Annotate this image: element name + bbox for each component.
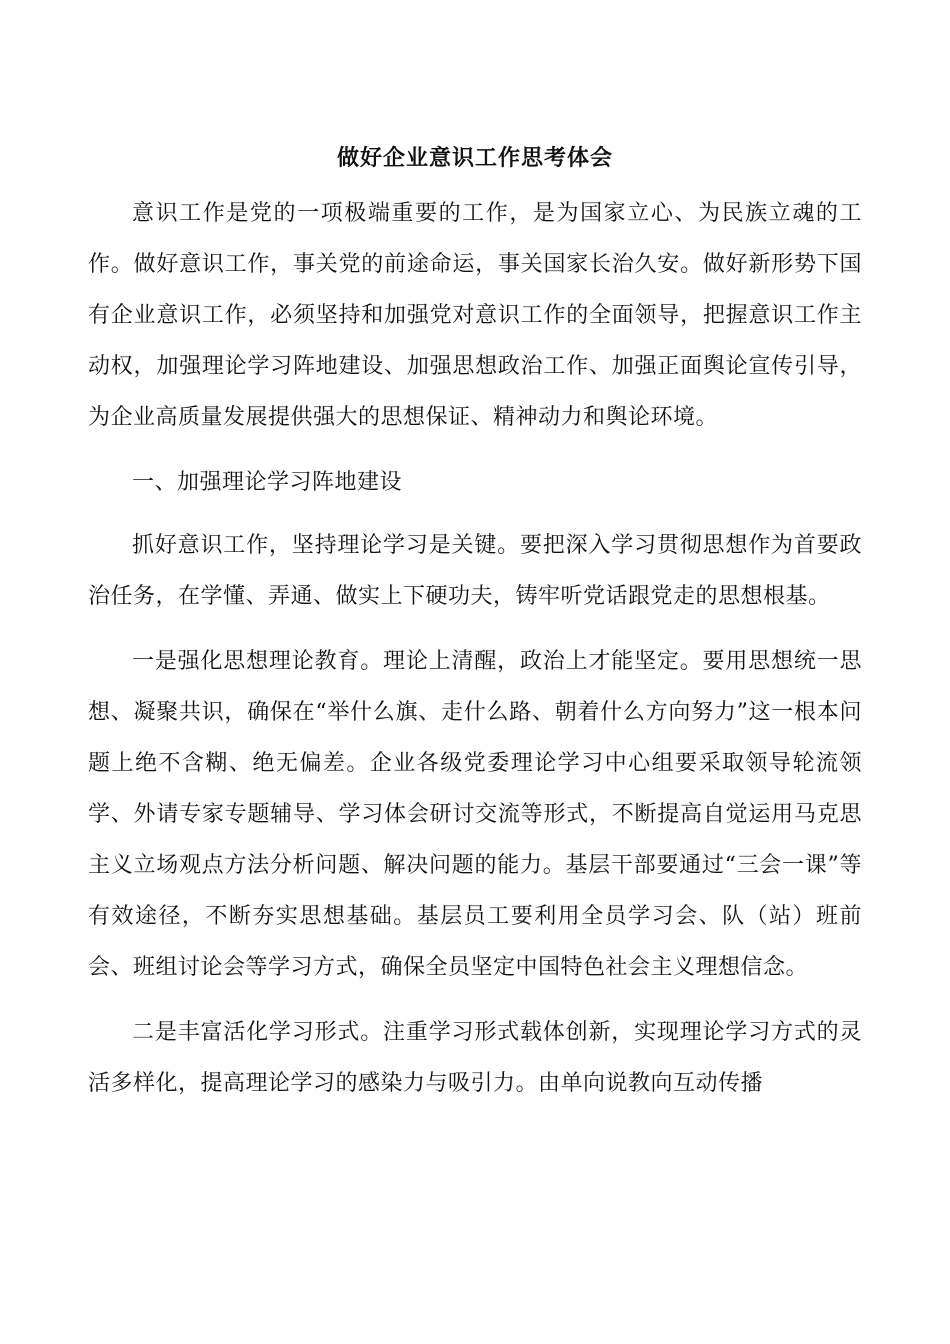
document-page (88, 138, 862, 1123)
paragraph-intro: 意识工作是党的一项极端重要的工作，是为国家立心、为民族立魂的工作。做好意识工作，事关党的前途命运，事关国家长治久安。做好新形势下国有企业意识工作，必须坚持和加强党对意识工作的全面领导，把握意识工作主动权，加强理论学习阵地建设、加强思想政治工作、加强正面舆论宣传引导，为企业高质量发展提供强大的思想保证、精神动力和舆论环境。 (88, 201, 862, 430)
paragraph-point-1: 一是强化思想理论教育。理论上清醒，政治上才能坚定。要用思想统一思想、凝聚共识，确保在“举什么旗、走什么路、朝着什么方向努力”这一根本问题上绝不含糊、绝无偏差。企业各级党委理论学习中心组要采取领导轮流领学、外请专家专题辅导、学习体会研讨交流等形式，不断提高自觉运用马克思主义立场观点方法分析问题、解决问题的能力。基层干部要通过“三会一课”等有效途径，不断夯实思想基础。基层员工要利用全员学习会、队（站）班前会、班组讨论会等学习方式，确保全员坚定中国特色社会主义理想信念。 (88, 649, 862, 980)
paragraph-section-1-intro: 抓好意识工作，坚持理论学习是关键。要把深入学习贯彻思想作为首要政治任务，在学懂、弄通、做实上下硬功夫，铸牢听党话跟党走的思想根基。 (88, 533, 862, 609)
document-title: 做好企业意识工作思考体会 (336, 145, 613, 171)
paragraph-point-2: 二是丰富活化学习形式。注重学习形式载体创新，实现理论学习方式的灵活多样化，提高理论学习的感染力与吸引力。由单向说教向互动传播 (88, 1020, 862, 1096)
section-heading-1: 一、加强理论学习阵地建设 (132, 470, 403, 495)
